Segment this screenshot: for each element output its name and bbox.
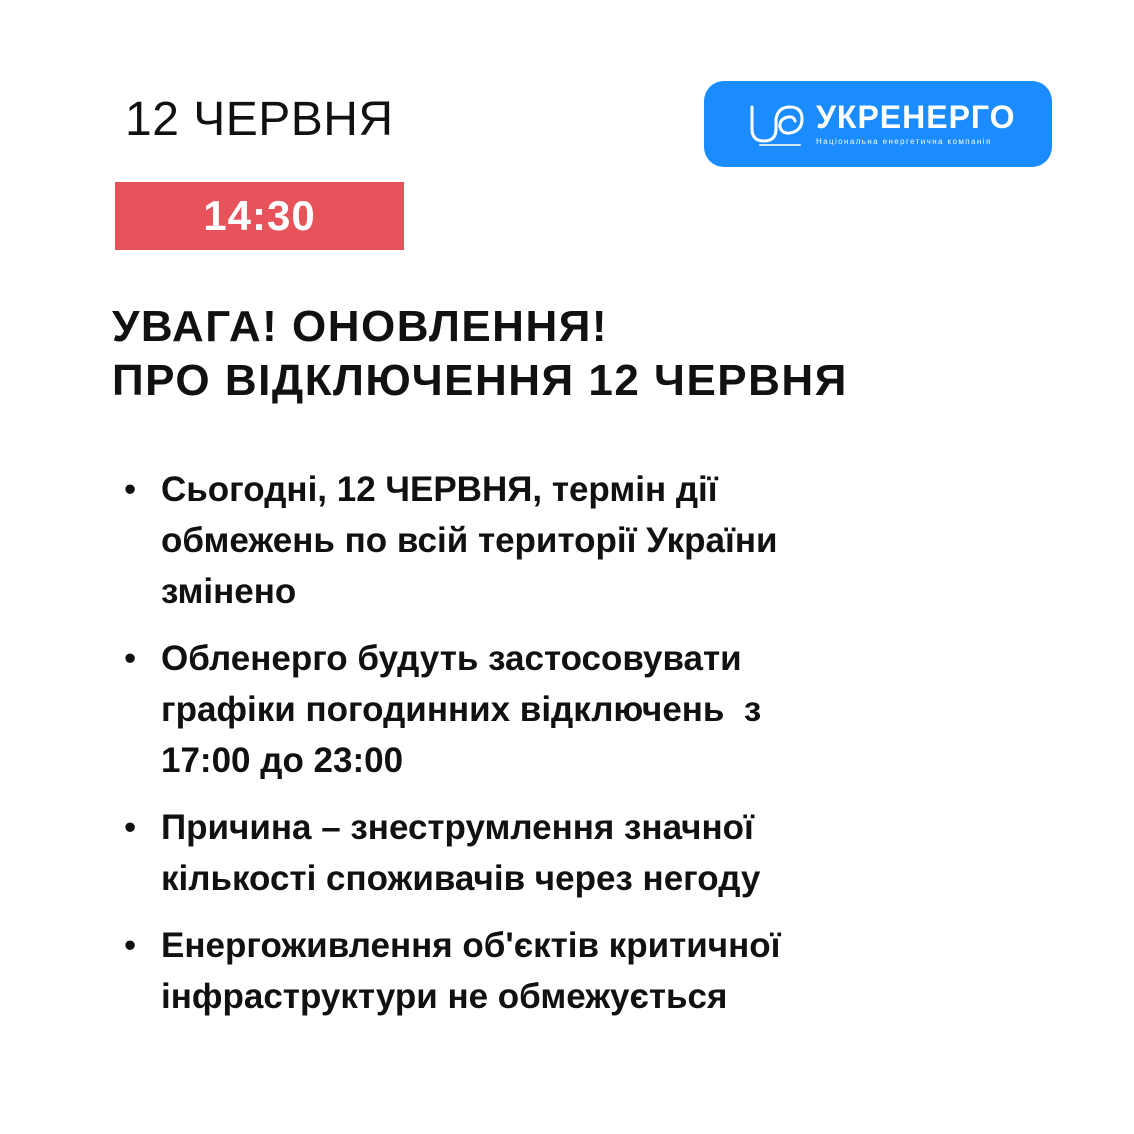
bullet-dot: • <box>124 470 137 509</box>
logo-subtitle: Національна енергетична компанія <box>816 137 992 146</box>
bullet-dot: • <box>124 808 137 847</box>
time-badge <box>115 182 404 250</box>
logo-name: УКРЕНЕРГО <box>816 99 1016 135</box>
bullet-dot: • <box>124 926 137 965</box>
bullet-dot: • <box>124 639 137 678</box>
list-item <box>124 802 1104 904</box>
bullet-line: Обленерго будуть застосовувати <box>161 639 742 678</box>
ukrenergo-logo <box>704 81 1052 167</box>
bullet-line: обмежень по всій території України <box>161 521 778 560</box>
bullet-line: Сьогодні, 12 ЧЕРВНЯ, термін дії <box>161 470 718 509</box>
bullet-list <box>124 464 1104 1038</box>
headline <box>112 300 848 408</box>
headline-line-1: УВАГА! ОНОВЛЕННЯ! <box>112 302 609 351</box>
list-item <box>124 920 1104 1022</box>
time-label: 14:30 <box>203 192 316 239</box>
headline-line-2: ПРО ВІДКЛЮЧЕННЯ 12 ЧЕРВНЯ <box>112 356 848 405</box>
bullet-line: Енергоживлення об'єктів критичної <box>161 926 781 965</box>
list-item <box>124 633 1104 786</box>
list-item <box>124 464 1104 617</box>
bullet-line: 17:00 до 23:00 <box>161 741 404 780</box>
bullet-line: інфраструктури не обмежується <box>161 977 728 1016</box>
date-label: 12 ЧЕРВНЯ <box>125 93 394 146</box>
bullet-line: Причина – знеструмлення значної <box>161 808 754 847</box>
bullet-line: змінено <box>161 572 297 611</box>
ukrenergo-logo-mark-icon <box>748 101 808 147</box>
bullet-line: графіки погодинних відключень з <box>161 690 762 729</box>
bullet-line: кількості споживачів через негоду <box>161 859 761 898</box>
